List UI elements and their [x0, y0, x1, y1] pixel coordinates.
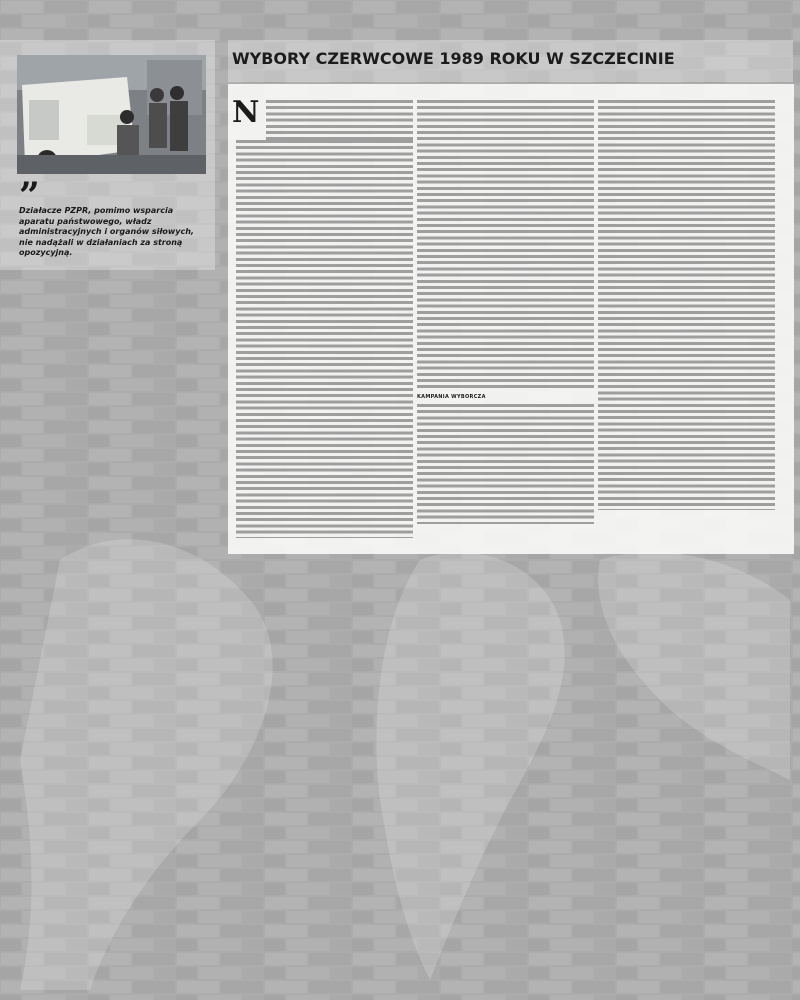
drop-cap: N	[232, 95, 260, 130]
article-text-blurred	[417, 100, 594, 390]
article-column-1	[236, 100, 413, 538]
section-heading: KAMPANIA WYBORCZA	[417, 394, 486, 400]
article-text-blurred	[598, 100, 775, 510]
article-text-blurred	[236, 140, 413, 538]
quote-mark: ”	[19, 175, 40, 217]
article-column-2-continued	[417, 404, 594, 524]
article-body	[228, 84, 794, 554]
article-column-2	[417, 100, 594, 390]
article-text-blurred	[266, 100, 413, 140]
article-text-blurred	[417, 404, 594, 524]
page-title: WYBORY CZERWCOWE 1989 ROKU W SZCZECINIE	[232, 49, 675, 68]
campaign-photo	[17, 55, 206, 174]
pull-quote: Działacze PZPR, pomimo wsparcia aparatu państwowego, władz administracyjnych i organów siłowych, nie nadążali w działaniach za stroną opozycyjną.	[19, 206, 194, 257]
article-column-3	[598, 100, 775, 510]
